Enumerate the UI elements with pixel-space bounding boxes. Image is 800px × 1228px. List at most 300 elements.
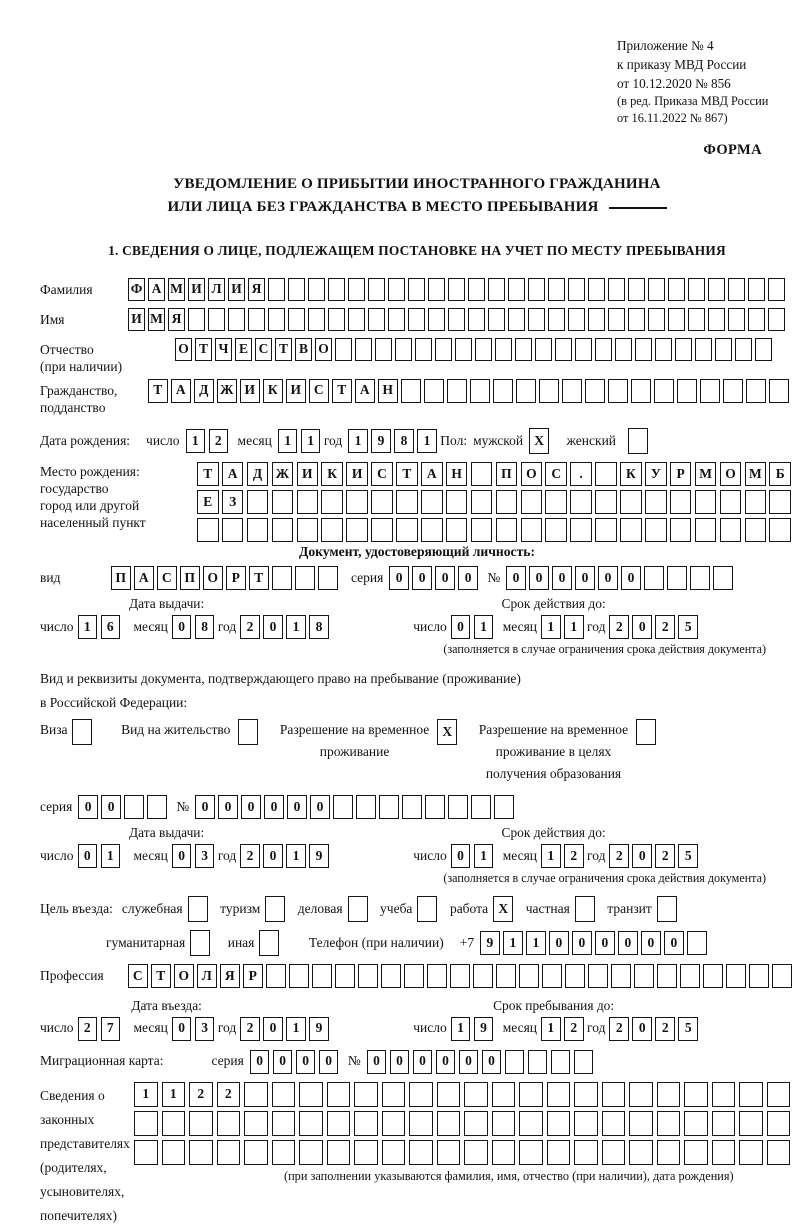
cell-box — [244, 1082, 268, 1107]
cell-box — [700, 379, 720, 403]
cell-box: 3 — [195, 1017, 215, 1041]
cell-box: 2 — [609, 615, 629, 639]
cell-box: 5 — [678, 1017, 698, 1041]
cell-box — [565, 964, 585, 988]
cell-box — [328, 278, 345, 301]
cell-box: 2 — [240, 844, 260, 868]
cell-box — [769, 518, 791, 542]
cell-box — [588, 964, 608, 988]
representatives-block — [40, 1082, 794, 1228]
cell-box — [657, 1082, 681, 1107]
cell-box — [695, 518, 717, 542]
cell-box: 0 — [552, 566, 572, 590]
cell-box — [570, 518, 592, 542]
cell-box — [684, 1111, 708, 1136]
cell-box: 0 — [572, 931, 592, 955]
cell-box: 2 — [564, 844, 584, 868]
valid-day-cells — [451, 615, 497, 639]
identity-doc-dates — [40, 594, 794, 639]
cell-box: Е — [235, 338, 252, 361]
cell-box — [417, 896, 437, 922]
purpose-commercial-checkbox — [348, 896, 372, 922]
cell-box — [684, 1082, 708, 1107]
cell-box — [595, 490, 617, 514]
issue-day-cells — [78, 615, 124, 639]
form-title — [40, 173, 794, 219]
birth-month-cells — [278, 429, 324, 453]
cell-box: 8 — [309, 615, 329, 639]
cell-box — [375, 338, 392, 361]
stay-valid-day-cells — [451, 844, 497, 868]
cell-box — [688, 308, 705, 331]
cell-box: И — [346, 462, 368, 486]
cell-box — [437, 1082, 461, 1107]
appendix-line: к приказу МВД России — [617, 57, 747, 72]
cell-box: 0 — [250, 1050, 270, 1074]
form-title-line2: ИЛИ ЛИЦА БЕЗ ГРАЖДАНСТВА В МЕСТО ПРЕБЫВАНИЯ — [40, 196, 794, 219]
cell-box: X — [437, 719, 457, 745]
citizenship-label: Гражданство, подданство — [40, 382, 118, 415]
cell-box — [356, 795, 376, 819]
cell-box — [427, 964, 447, 988]
edition-line: (в ред. Приказа МВД России — [617, 94, 769, 108]
cell-box: 0 — [412, 566, 432, 590]
cell-box — [574, 1082, 598, 1107]
cell-box — [381, 964, 401, 988]
cell-box — [189, 1140, 213, 1165]
cell-box: 0 — [436, 1050, 456, 1074]
cell-box: 1 — [348, 429, 368, 453]
cell-box — [575, 338, 592, 361]
cell-box — [162, 1140, 186, 1165]
cell-box: А — [355, 379, 375, 403]
cell-box — [492, 1140, 516, 1165]
cell-box — [712, 1111, 736, 1136]
cell-box — [272, 518, 294, 542]
entry-day-cells — [78, 1017, 124, 1041]
cell-box — [574, 1111, 598, 1136]
cell-box: 0 — [287, 795, 307, 819]
cell-box — [238, 719, 258, 745]
cell-box — [768, 308, 785, 331]
cell-box: 0 — [451, 615, 471, 639]
stay-series-label: серия — [40, 798, 73, 814]
cell-box: 5 — [678, 615, 698, 639]
purpose-work: работа X — [450, 896, 517, 922]
cell-box — [585, 379, 605, 403]
cell-box: 2 — [609, 1017, 629, 1041]
cell-box: 0 — [506, 566, 526, 590]
cell-box — [515, 338, 532, 361]
purpose-tourism-checkbox — [265, 896, 289, 922]
cell-box — [299, 1140, 323, 1165]
cell-box — [355, 338, 372, 361]
birthdate-label: Дата рождения: — [40, 432, 131, 448]
cell-box: 2 — [609, 844, 629, 868]
cell-box: Д — [194, 379, 214, 403]
valid-month-cells — [541, 615, 587, 639]
cell-box — [259, 930, 279, 956]
cell-box: 1 — [162, 1082, 186, 1107]
cell-box: 1 — [541, 844, 561, 868]
cell-box: 0 — [241, 795, 261, 819]
purpose-transit-checkbox — [657, 896, 681, 922]
cell-box: 1 — [286, 844, 306, 868]
cell-box — [728, 308, 745, 331]
cell-box — [547, 1082, 571, 1107]
cell-box — [188, 896, 208, 922]
cell-box — [464, 1140, 488, 1165]
cell-box — [190, 930, 210, 956]
stay-issue-month-cells — [172, 844, 218, 868]
cell-box — [448, 278, 465, 301]
cell-box: Ч — [215, 338, 232, 361]
cell-box — [265, 896, 285, 922]
cell-box — [327, 1111, 351, 1136]
cell-box: Ф — [128, 278, 145, 301]
patronymic-row — [40, 338, 794, 376]
cell-box: 1 — [451, 1017, 471, 1041]
purpose-transit: транзит — [607, 896, 680, 922]
cell-box: 0 — [632, 615, 652, 639]
form-title-line1: УВЕДОМЛЕНИЕ О ПРИБЫТИИ ИНОСТРАННОГО ГРАЖДАНИНА — [173, 176, 661, 193]
cell-box: 9 — [371, 429, 391, 453]
issue-month-cells — [172, 615, 218, 639]
cell-box — [189, 1111, 213, 1136]
cell-box: 2 — [78, 1017, 98, 1041]
cell-box — [551, 1050, 571, 1074]
cell-box — [629, 1082, 653, 1107]
cell-box: Я — [220, 964, 240, 988]
cell-box — [595, 518, 617, 542]
cell-box: 0 — [172, 615, 192, 639]
cell-box: 0 — [621, 566, 641, 590]
cell-box: К — [263, 379, 283, 403]
cell-box — [519, 964, 539, 988]
cell-box — [448, 308, 465, 331]
cell-box: 1 — [526, 931, 546, 955]
cell-box — [371, 518, 393, 542]
cell-box: 0 — [263, 1017, 283, 1041]
cell-box — [455, 338, 472, 361]
cell-box — [447, 379, 467, 403]
cell-box — [667, 566, 687, 590]
cell-box — [318, 566, 338, 590]
stay-until-date-group: Срок пребывания до: число 1 9 месяц 1 2 год 2 0 2 5 — [413, 996, 794, 1041]
cell-box: 6 — [101, 615, 121, 639]
visa-checkbox — [72, 719, 96, 745]
cell-box: Т — [197, 462, 219, 486]
cell-box — [769, 379, 789, 403]
cell-box — [272, 566, 292, 590]
cell-box — [333, 795, 353, 819]
cell-box — [631, 379, 651, 403]
rvp-checkbox — [437, 719, 461, 745]
cell-box: 0 — [459, 1050, 479, 1074]
cell-box: 2 — [189, 1082, 213, 1107]
cell-box: 9 — [309, 1017, 329, 1041]
rvp-education-checkbox — [636, 719, 660, 745]
issue-date-group: Дата выдачи: число 1 6 месяц 0 8 год 2 0 1 8 — [40, 594, 413, 639]
cell-box — [548, 278, 565, 301]
cell-box — [648, 308, 665, 331]
purpose-tourism: туризм — [220, 896, 289, 922]
cell-box — [295, 566, 315, 590]
cell-box — [409, 1111, 433, 1136]
cell-box: 1 — [301, 429, 321, 453]
cell-box: 0 — [598, 566, 618, 590]
cell-box: И — [188, 278, 205, 301]
valid-date-group: Срок действия до: число 0 1 месяц 1 1 год 2 0 2 5 — [413, 594, 794, 639]
doc-series-cells — [389, 566, 481, 590]
cell-box — [425, 795, 445, 819]
stay-valid-month-cells — [541, 844, 587, 868]
cell-box: 2 — [240, 1017, 260, 1041]
cell-box: 9 — [474, 1017, 494, 1041]
cell-box — [473, 964, 493, 988]
cell-box: 2 — [655, 1017, 675, 1041]
cell-box: 1 — [101, 844, 121, 868]
sex-female-checkbox — [628, 428, 652, 454]
cell-box — [568, 278, 585, 301]
cell-box: 2 — [655, 615, 675, 639]
cell-box — [708, 278, 725, 301]
cell-box — [404, 964, 424, 988]
sex-male-checkbox — [529, 428, 553, 454]
doc-kind-cells — [111, 566, 341, 590]
cell-box: А — [134, 566, 154, 590]
cell-box — [217, 1140, 241, 1165]
cell-box: 0 — [435, 566, 455, 590]
section1-heading: 1. СВЕДЕНИЯ О ЛИЦЕ, ПОДЛЕЖАЩЕМ ПОСТАНОВКЕ НА УЧЕТ ПО МЕСТУ ПРЕБЫВАНИЯ — [108, 243, 726, 259]
identity-doc-heading: Документ, удостоверяющий личность: — [299, 544, 535, 560]
birthplace-cells — [197, 462, 794, 542]
cell-box — [494, 795, 514, 819]
cell-box — [635, 338, 652, 361]
cell-box — [712, 1082, 736, 1107]
profession-cells — [128, 964, 795, 988]
stay-doc-dates — [40, 823, 794, 868]
cell-box — [247, 490, 269, 514]
cell-box: О — [521, 462, 543, 486]
cell-box — [409, 1140, 433, 1165]
representatives-row3 — [134, 1140, 794, 1169]
cell-box: 0 — [390, 1050, 410, 1074]
cell-box — [297, 518, 319, 542]
year-label: год — [323, 432, 343, 448]
cell-box — [308, 308, 325, 331]
cell-box — [435, 338, 452, 361]
cell-box — [748, 278, 765, 301]
cell-box — [712, 1140, 736, 1165]
cell-box — [739, 1140, 763, 1165]
cell-box — [471, 518, 493, 542]
representatives-row2 — [134, 1111, 794, 1140]
phone-prefix: +7 — [459, 934, 475, 950]
cell-box: Т — [249, 566, 269, 590]
cell-box: 0 — [264, 795, 284, 819]
cell-box — [388, 308, 405, 331]
cell-box — [615, 338, 632, 361]
cell-box: М — [168, 278, 185, 301]
birthplace-row3 — [197, 518, 794, 542]
cell-box — [739, 1082, 763, 1107]
cell-box — [608, 278, 625, 301]
cell-box: С — [255, 338, 272, 361]
title-underline — [609, 207, 667, 209]
cell-box: 3 — [195, 844, 215, 868]
cell-box — [470, 379, 490, 403]
cell-box — [668, 278, 685, 301]
appendix-line: от 10.12.2020 № 856 — [617, 76, 731, 91]
cell-box — [401, 379, 421, 403]
migration-number-label: № — [347, 1053, 361, 1069]
cell-box: 1 — [503, 931, 523, 955]
cell-box — [408, 278, 425, 301]
cell-box — [574, 1050, 594, 1074]
cell-box — [488, 308, 505, 331]
cell-box — [528, 1050, 548, 1074]
cell-box — [354, 1111, 378, 1136]
cell-box: И — [297, 462, 319, 486]
cell-box — [644, 566, 664, 590]
cell-box — [382, 1140, 406, 1165]
cell-box: 0 — [310, 795, 330, 819]
cell-box: 1 — [134, 1082, 158, 1107]
cell-box — [471, 490, 493, 514]
name-row — [40, 308, 794, 331]
doc-number-cells — [506, 566, 736, 590]
cell-box — [134, 1140, 158, 1165]
cell-box — [492, 1082, 516, 1107]
cell-box: 0 — [319, 1050, 339, 1074]
cell-box — [505, 1050, 525, 1074]
cell-box — [272, 1111, 296, 1136]
cell-box — [519, 1111, 543, 1136]
entry-year-cells — [240, 1017, 332, 1041]
cell-box — [493, 379, 513, 403]
cell-box — [703, 964, 723, 988]
cell-box — [346, 518, 368, 542]
stay-series-cells — [78, 795, 170, 819]
stay-doc-options — [40, 719, 794, 785]
cell-box — [464, 1082, 488, 1107]
cell-box: Р — [670, 462, 692, 486]
cell-box — [670, 490, 692, 514]
valid-year-cells — [609, 615, 701, 639]
cell-box: А — [421, 462, 443, 486]
cell-box: X — [529, 428, 549, 454]
cell-box — [745, 518, 767, 542]
cell-box — [299, 1082, 323, 1107]
migration-series-cells — [250, 1050, 342, 1074]
profession-row — [40, 964, 794, 988]
cell-box — [602, 1111, 626, 1136]
cell-box — [695, 490, 717, 514]
cell-box: 0 — [172, 1017, 192, 1041]
doc-kind-label: вид — [40, 569, 61, 585]
cell-box: А — [171, 379, 191, 403]
cell-box: М — [745, 462, 767, 486]
cell-box — [519, 1082, 543, 1107]
cell-box — [358, 964, 378, 988]
purpose-business-checkbox — [188, 896, 212, 922]
cell-box — [354, 1082, 378, 1107]
cell-box — [677, 379, 697, 403]
cell-box — [545, 518, 567, 542]
purpose-commercial: деловая — [298, 896, 371, 922]
cell-box — [208, 308, 225, 331]
cell-box: М — [148, 308, 165, 331]
purpose-work-checkbox — [493, 896, 517, 922]
cell-box — [244, 1111, 268, 1136]
cell-box: 5 — [678, 844, 698, 868]
month-label: месяц — [237, 432, 272, 448]
cell-box: 1 — [541, 1017, 561, 1041]
cell-box: И — [128, 308, 145, 331]
cell-box — [228, 308, 245, 331]
stay-issue-year-cells — [240, 844, 332, 868]
cell-box — [735, 338, 752, 361]
cell-box: 2 — [217, 1082, 241, 1107]
cell-box — [629, 1140, 653, 1165]
cell-box — [687, 931, 707, 955]
cell-box: А — [222, 462, 244, 486]
cell-box — [272, 1082, 296, 1107]
cell-box — [321, 490, 343, 514]
stay-doc-footnote: (заполняется в случае ограничения срока действия документа) — [443, 870, 766, 885]
cell-box — [574, 1140, 598, 1165]
cell-box — [446, 490, 468, 514]
cell-box — [745, 490, 767, 514]
cell-box — [521, 490, 543, 514]
cell-box — [767, 1140, 791, 1165]
cell-box: Л — [208, 278, 225, 301]
purpose-private-checkbox — [575, 896, 599, 922]
stay-number-label: № — [176, 798, 190, 814]
day-label: число — [146, 432, 180, 448]
representatives-row1 — [134, 1082, 794, 1111]
cell-box — [368, 308, 385, 331]
cell-box — [715, 338, 732, 361]
cell-box: 2 — [240, 615, 260, 639]
cell-box — [134, 1111, 158, 1136]
cell-box — [464, 1111, 488, 1136]
cell-box — [628, 278, 645, 301]
cell-box — [492, 1111, 516, 1136]
cell-box: 0 — [367, 1050, 387, 1074]
cell-box — [767, 1111, 791, 1136]
cell-box: У — [645, 462, 667, 486]
appendix-block — [617, 36, 800, 127]
cell-box — [382, 1111, 406, 1136]
cell-box: Т — [396, 462, 418, 486]
cell-box — [379, 795, 399, 819]
cell-box — [448, 795, 468, 819]
cell-box: Д — [247, 462, 269, 486]
cell-box — [575, 896, 595, 922]
cell-box — [327, 1140, 351, 1165]
cell-box: П — [111, 566, 131, 590]
cell-box: Я — [248, 278, 265, 301]
cell-box — [654, 379, 674, 403]
cell-box — [308, 278, 325, 301]
cell-box — [508, 278, 525, 301]
cell-box: 0 — [664, 931, 684, 955]
cell-box — [147, 795, 167, 819]
representatives-cells — [134, 1082, 794, 1184]
cell-box: 1 — [417, 429, 437, 453]
